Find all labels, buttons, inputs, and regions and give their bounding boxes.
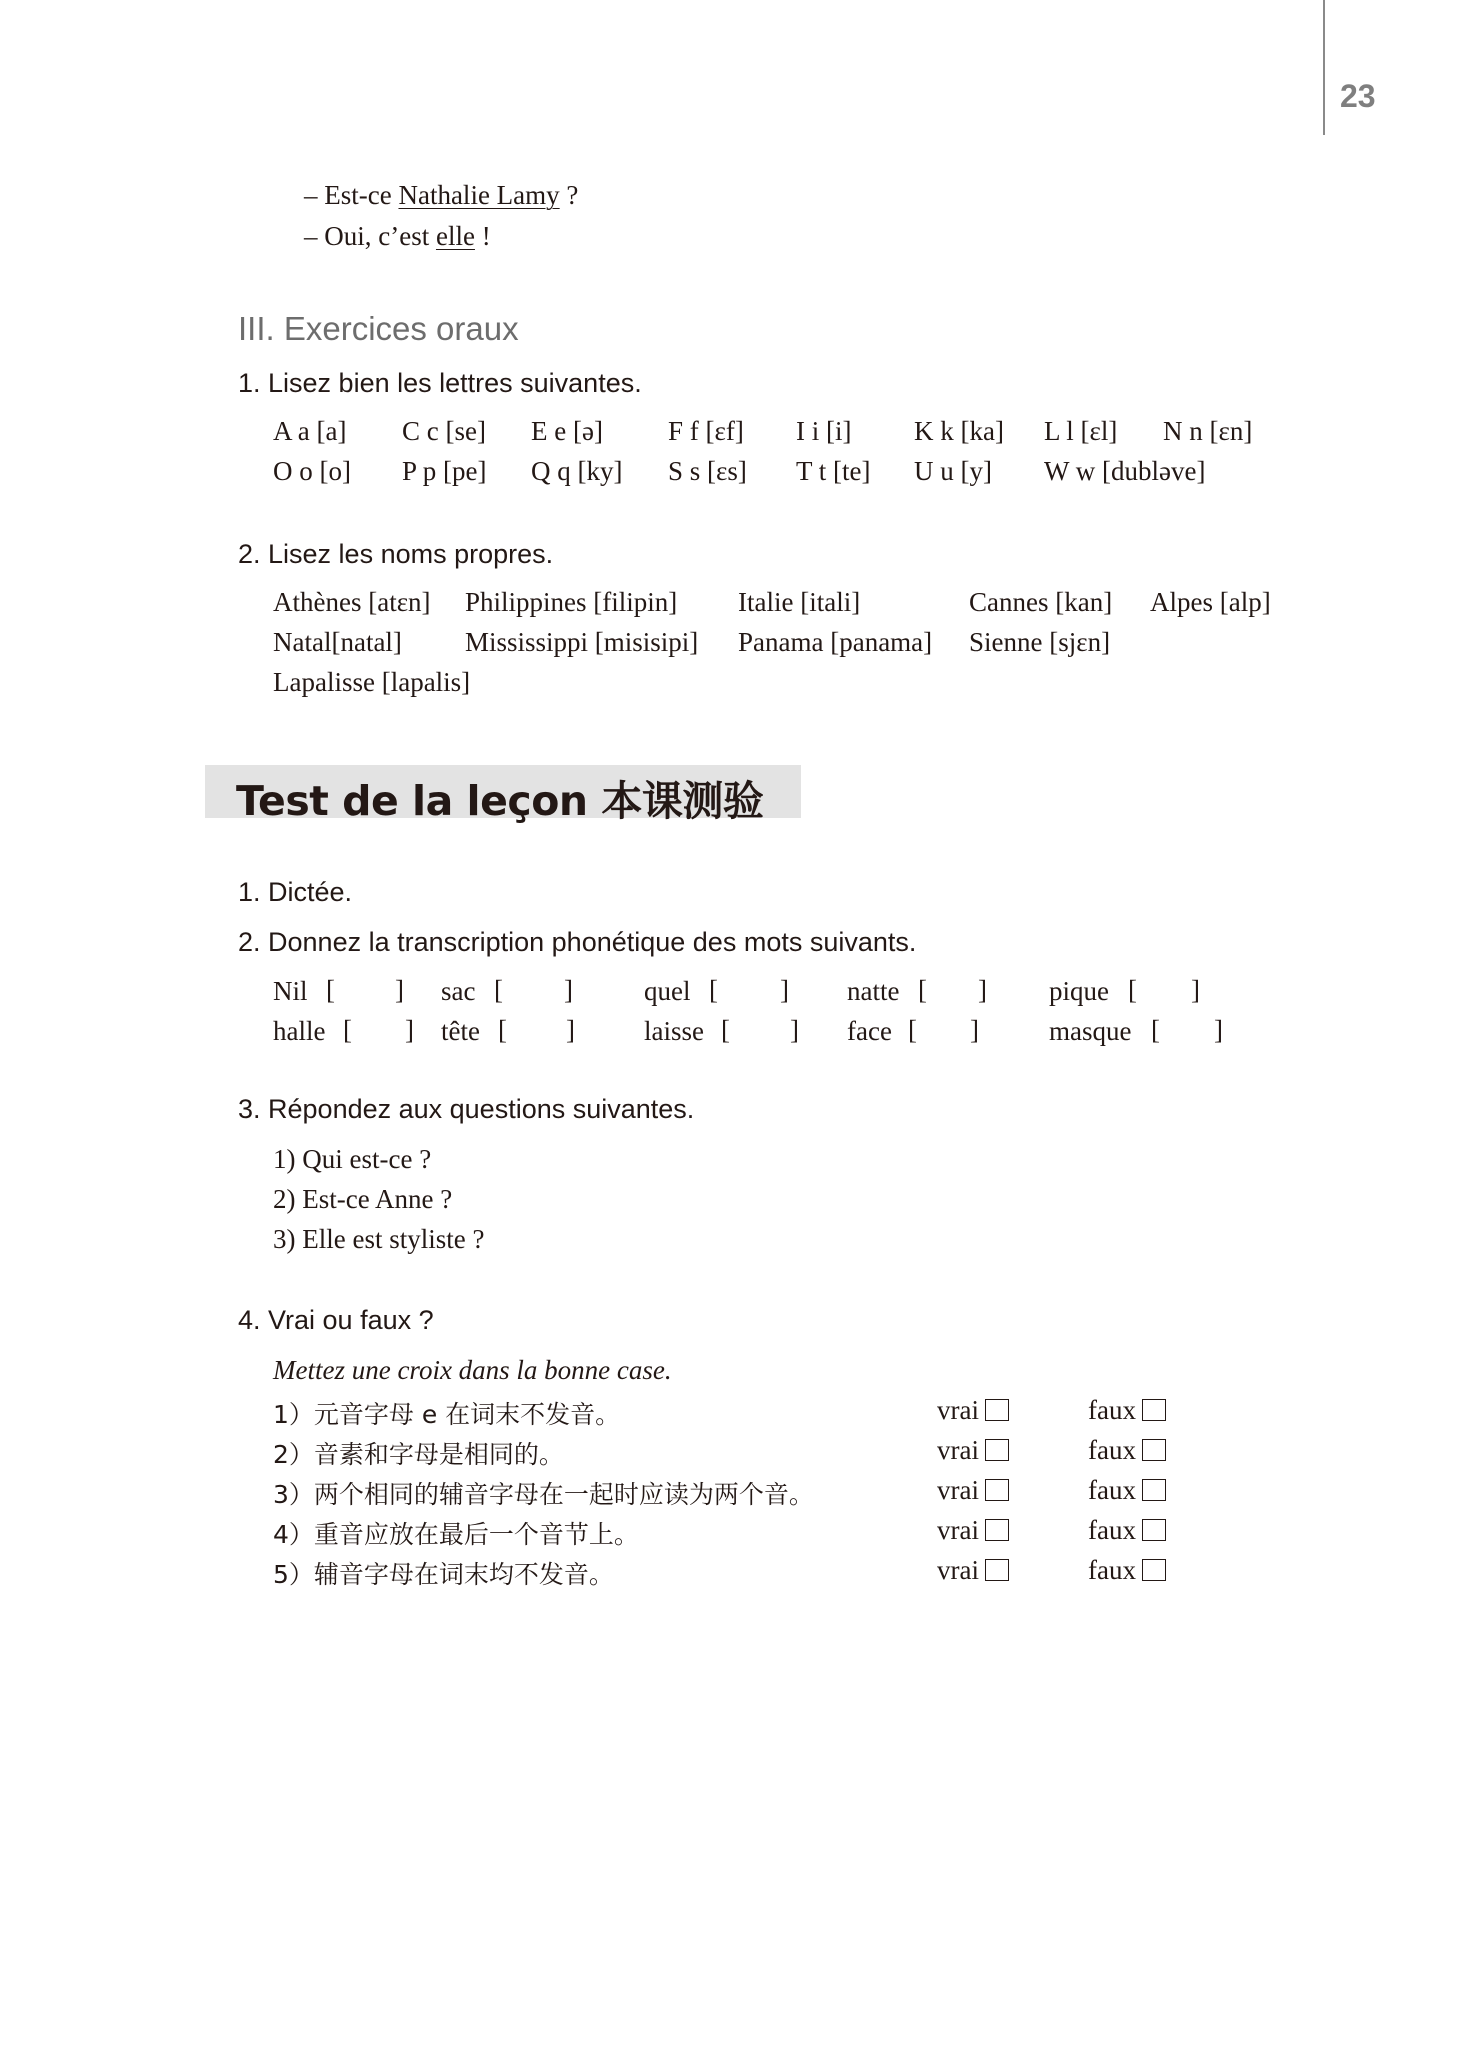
dialogue-text: – Oui, c’est	[304, 221, 436, 251]
bracket-close: ]	[790, 1015, 799, 1045]
instruction-text: Mettez une croix dans la bonne case.	[273, 1355, 672, 1385]
vrai-label: vrai	[937, 1435, 979, 1465]
vrai-label: vrai	[937, 1395, 979, 1425]
section-title: III. Exercices oraux	[238, 310, 519, 347]
vrai-label: vrai	[937, 1555, 979, 1585]
bracket-close: ]	[970, 1015, 979, 1045]
question-4-title: 4. Vrai ou faux ?	[238, 1305, 434, 1335]
faux-option	[1088, 1555, 1166, 1586]
vrai-checkbox[interactable]	[985, 1519, 1009, 1541]
faux-label: faux	[1088, 1475, 1136, 1505]
dialogue-line-2	[304, 221, 491, 252]
vrai-option	[937, 1435, 1009, 1466]
question-1-title: 1. Dictée.	[238, 877, 353, 907]
letter-item: A a [a]	[273, 416, 347, 446]
question-item: 1) Qui est-ce ?	[273, 1144, 432, 1174]
letter-item: Q q [ky]	[531, 456, 623, 486]
bracket-open: [	[494, 975, 503, 1005]
word-label: masque	[1049, 1016, 1132, 1046]
letter-item: E e [ə]	[531, 416, 603, 446]
bracket-close: ]	[564, 975, 573, 1005]
statement-text: 2）音素和字母是相同的。	[273, 1440, 564, 1469]
bracket-close: ]	[395, 975, 404, 1005]
dialogue-line-1	[304, 180, 578, 211]
margin-divider-line	[1323, 0, 1325, 135]
vrai-label: vrai	[937, 1475, 979, 1505]
letter-item: T t [te]	[796, 456, 871, 486]
word-label: natte	[847, 976, 900, 1006]
statement-text: 3）两个相同的辅音字母在一起时应读为两个音。	[273, 1480, 814, 1509]
vrai-checkbox[interactable]	[985, 1559, 1009, 1581]
bracket-open: [	[1151, 1015, 1160, 1045]
bracket-close: ]	[780, 975, 789, 1005]
letter-item: N n [ɛn]	[1163, 416, 1253, 446]
word-label: halle	[273, 1016, 326, 1046]
bracket-close: ]	[1191, 975, 1200, 1005]
letter-item: I i [i]	[796, 416, 852, 446]
proper-name-item: Lapalisse [lapalis]	[273, 667, 471, 697]
proper-name-item: Italie [itali]	[738, 587, 861, 617]
proper-name-item: Sienne [sjɛn]	[969, 627, 1111, 657]
vrai-option	[937, 1555, 1009, 1586]
bracket-close: ]	[566, 1015, 575, 1045]
letter-item: L l [ɛl]	[1044, 416, 1118, 446]
vrai-option	[937, 1395, 1009, 1426]
word-label: sac	[441, 976, 476, 1006]
letter-item: O o [o]	[273, 456, 351, 486]
proper-name-item: Alpes [alp]	[1150, 587, 1271, 617]
bracket-open: [	[908, 1015, 917, 1045]
letter-item: C c [se]	[402, 416, 486, 446]
faux-option	[1088, 1435, 1166, 1466]
letter-item: F f [ɛf]	[668, 416, 744, 446]
word-label: face	[847, 1016, 892, 1046]
question-2-title: 2. Donnez la transcription phonétique des mots suivants.	[238, 927, 917, 957]
bracket-open: [	[343, 1015, 352, 1045]
proper-name-item: Panama [panama]	[738, 627, 933, 657]
question-item: 3) Elle est styliste ?	[273, 1224, 485, 1254]
bracket-open: [	[709, 975, 718, 1005]
faux-label: faux	[1088, 1395, 1136, 1425]
bracket-open: [	[1128, 975, 1137, 1005]
letter-item: K k [ka]	[914, 416, 1004, 446]
vrai-option	[937, 1475, 1009, 1506]
bracket-close: ]	[978, 975, 987, 1005]
faux-label: faux	[1088, 1435, 1136, 1465]
vrai-option	[937, 1515, 1009, 1546]
bracket-close: ]	[1214, 1015, 1223, 1045]
faux-checkbox[interactable]	[1142, 1519, 1166, 1541]
statement-text: 4）重音应放在最后一个音节上。	[273, 1520, 639, 1549]
test-heading: Test de la leçon 本课测验	[236, 777, 764, 825]
dialogue-text: ?	[559, 180, 579, 210]
faux-label: faux	[1088, 1515, 1136, 1545]
vrai-checkbox[interactable]	[985, 1399, 1009, 1421]
faux-checkbox[interactable]	[1142, 1399, 1166, 1421]
word-label: quel	[644, 976, 691, 1006]
letter-item: U u [y]	[914, 456, 992, 486]
page-number: 23	[1340, 78, 1376, 114]
faux-checkbox[interactable]	[1142, 1439, 1166, 1461]
dialogue-text: – Est-ce	[304, 180, 399, 210]
letter-item: S s [ɛs]	[668, 456, 747, 486]
bracket-open: [	[326, 975, 335, 1005]
bracket-open: [	[498, 1015, 507, 1045]
bracket-close: ]	[405, 1015, 414, 1045]
proper-name-item: Mississippi [misisipi]	[465, 627, 699, 657]
underlined-answer: elle	[435, 221, 475, 251]
word-label: tête	[441, 1016, 480, 1046]
dialogue-text: !	[474, 221, 491, 251]
underlined-answer: Nathalie Lamy	[398, 180, 560, 210]
word-label: laisse	[644, 1016, 704, 1046]
vrai-label: vrai	[937, 1515, 979, 1545]
question-item: 2) Est-ce Anne ?	[273, 1184, 453, 1214]
bracket-open: [	[721, 1015, 730, 1045]
statement-text: 5）辅音字母在词末均不发音。	[273, 1560, 614, 1589]
faux-option	[1088, 1475, 1166, 1506]
exercise-1-title: 1. Lisez bien les lettres suivantes.	[238, 368, 642, 398]
bracket-open: [	[918, 975, 927, 1005]
proper-name-item: Philippines [filipin]	[465, 587, 678, 617]
faux-checkbox[interactable]	[1142, 1479, 1166, 1501]
proper-name-item: Athènes [atɛn]	[273, 587, 431, 617]
statement-text: 1）元音字母 e 在词末不发音。	[273, 1400, 621, 1429]
proper-name-item: Cannes [kan]	[969, 587, 1113, 617]
question-3-title: 3. Répondez aux questions suivantes.	[238, 1094, 695, 1124]
faux-option	[1088, 1395, 1166, 1426]
faux-label: faux	[1088, 1555, 1136, 1585]
faux-option	[1088, 1515, 1166, 1546]
letter-item: W w [dubləve]	[1044, 456, 1206, 486]
vrai-checkbox[interactable]	[985, 1439, 1009, 1461]
word-label: Nil	[273, 976, 308, 1006]
proper-name-item: Natal[natal]	[273, 627, 402, 657]
exercise-2-title: 2. Lisez les noms propres.	[238, 539, 554, 569]
vrai-checkbox[interactable]	[985, 1479, 1009, 1501]
word-label: pique	[1049, 976, 1109, 1006]
faux-checkbox[interactable]	[1142, 1559, 1166, 1581]
letter-item: P p [pe]	[402, 456, 487, 486]
